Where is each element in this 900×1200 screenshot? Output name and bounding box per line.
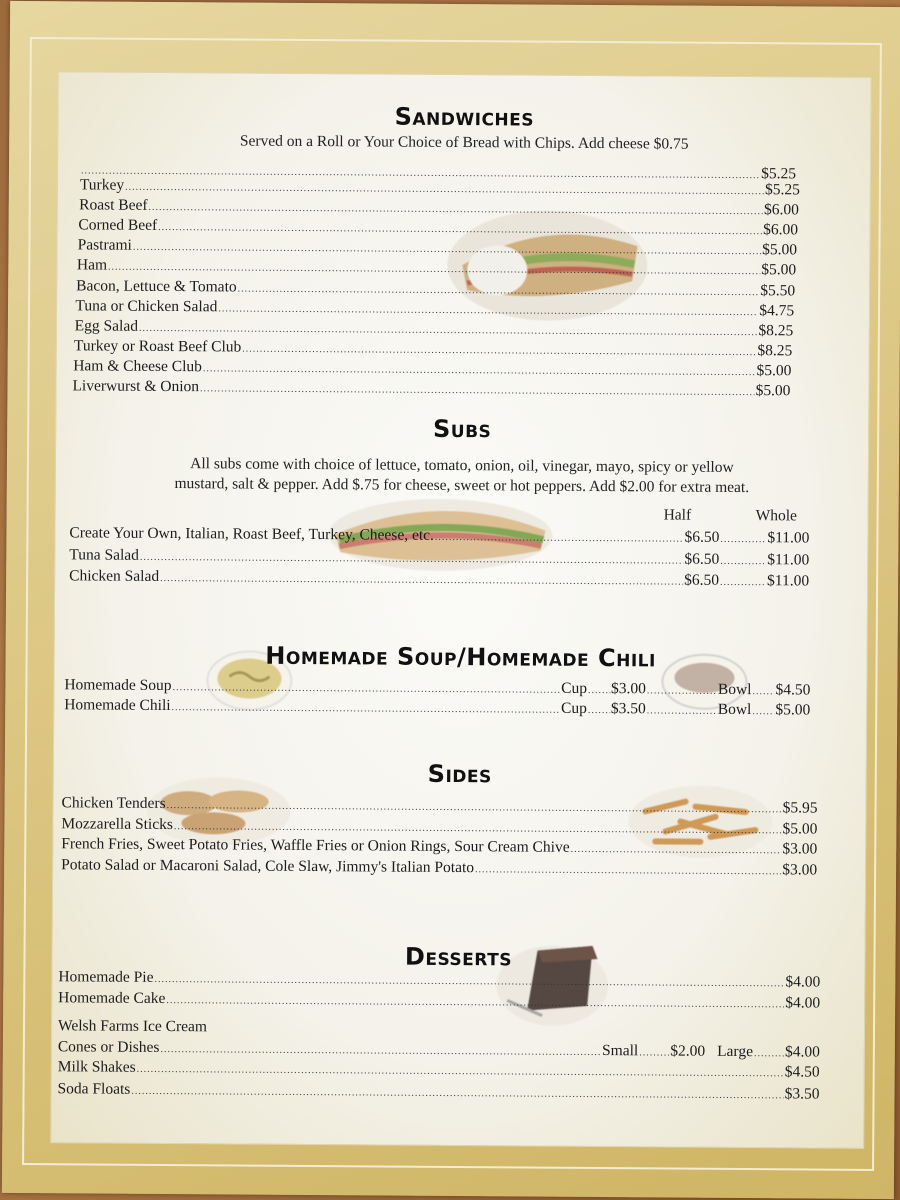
menu-sheet xyxy=(2,1,900,1199)
menu-item-name: Homemade Pie xyxy=(58,968,154,986)
leader-dots xyxy=(166,995,784,1010)
sandwiches-note: Served on a Roll or Your Choice of Bread with Chips. Add cheese $0.75 xyxy=(239,132,689,153)
menu-item-row xyxy=(64,696,810,719)
leader-dots xyxy=(149,202,764,217)
leader-dots xyxy=(125,182,764,197)
leader-dots xyxy=(139,322,757,337)
menu-item-name: Milk Shakes xyxy=(57,1058,136,1076)
leader-dots xyxy=(720,555,766,566)
menu-price: $3.50 xyxy=(784,1085,820,1103)
leader-dots xyxy=(158,222,762,237)
menu-item-row xyxy=(58,1058,820,1081)
menu-price: $5.50 xyxy=(760,281,796,299)
leader-dots xyxy=(203,363,756,378)
leader-dots xyxy=(167,800,782,815)
menu-item-row xyxy=(69,524,809,547)
whole-price: $11.00 xyxy=(767,529,810,547)
leader-dots xyxy=(108,262,760,278)
menu-panel xyxy=(50,71,871,1149)
menu-item-name: Create Your Own, Italian, Roast Beef, Turkey, Cheese, etc. xyxy=(69,524,434,544)
leader-dots xyxy=(173,682,561,696)
menu-item-row xyxy=(69,567,809,590)
menu-item-row xyxy=(58,1017,820,1040)
sandwiches-heading: Sandwiches xyxy=(394,102,535,132)
cup-label: Cup xyxy=(561,679,588,697)
half-price: $6.50 xyxy=(684,571,720,589)
half-price: $6.50 xyxy=(684,550,720,568)
half-price: $6.50 xyxy=(684,528,720,546)
leader-dots xyxy=(154,974,784,989)
menu-item-name: Welsh Farms Ice Cream xyxy=(57,1017,208,1036)
leader-dots xyxy=(160,1044,601,1058)
leader-dots xyxy=(752,686,774,697)
menu-item-row xyxy=(69,546,809,569)
menu-item-name: French Fries, Sweet Potato Fries, Waffle Fries or Onion Rings, Sour Cream Chive xyxy=(61,835,570,856)
leader-dots xyxy=(172,702,561,716)
menu-item-row xyxy=(78,237,797,260)
menu-price: $5.00 xyxy=(762,241,798,259)
menu-price: $5.00 xyxy=(756,362,792,380)
large-label: Large xyxy=(717,1042,754,1061)
menu-item-row xyxy=(79,196,799,219)
leader-dots xyxy=(140,551,684,566)
menu-price: $5.00 xyxy=(761,261,797,279)
menu-item-row xyxy=(58,1080,820,1103)
menu-price: $6.00 xyxy=(763,221,799,239)
leader-dots xyxy=(647,685,717,696)
small-label: Small xyxy=(602,1042,639,1060)
subs-heading: Subs xyxy=(432,414,492,444)
menu-item-row xyxy=(76,277,795,300)
menu-price: $4.50 xyxy=(784,1063,820,1081)
menu-item-row xyxy=(61,856,817,879)
menu-item-row xyxy=(77,257,796,280)
menu-item-name: Ham xyxy=(76,256,108,274)
bowl-price: $5.00 xyxy=(775,701,811,719)
menu-price: $5.25 xyxy=(764,181,800,199)
whole-price: $11.00 xyxy=(767,550,810,568)
leader-dots xyxy=(639,1047,669,1058)
leader-dots xyxy=(242,343,756,358)
leader-dots xyxy=(137,1064,784,1080)
leader-dots xyxy=(435,532,684,545)
leader-dots xyxy=(720,534,766,545)
menu-item-name: Tuna or Chicken Salad xyxy=(75,296,218,315)
menu-item-name: Mozzarella Sticks xyxy=(61,814,173,833)
menu-item-name: Chicken Salad xyxy=(69,567,160,585)
menu-price: $6.00 xyxy=(763,201,799,219)
leader-dots xyxy=(571,844,782,856)
menu-item-row xyxy=(80,176,800,199)
leader-dots xyxy=(160,573,683,588)
menu-item-row xyxy=(78,217,798,240)
menu-price: $4.00 xyxy=(785,973,821,991)
menu-price: $5.95 xyxy=(782,799,818,817)
menu-item-row xyxy=(58,989,820,1012)
menu-item-name: Pastrami xyxy=(77,236,132,255)
menu-item-name: Homemade Chili xyxy=(64,696,171,715)
bowl-label: Bowl xyxy=(717,680,752,699)
desserts-heading: Desserts xyxy=(404,942,513,972)
bowl-price: $4.50 xyxy=(775,681,811,699)
menu-item-name: Corned Beef xyxy=(78,216,158,235)
menu-item-name: Ham & Cheese Club xyxy=(73,357,202,376)
menu-item-name: Tuna Salad xyxy=(69,545,139,564)
leader-dots xyxy=(218,303,758,318)
cup-label: Cup xyxy=(561,699,587,717)
menu-price: $8.25 xyxy=(757,341,793,360)
menu-item-name: Homemade Cake xyxy=(58,989,166,1008)
leader-dots xyxy=(131,1086,783,1102)
menu-price: $5.00 xyxy=(755,382,791,400)
menu-item-name: Bacon, Lettuce & Tomato xyxy=(76,276,237,295)
menu-price: $5.25 xyxy=(761,165,797,183)
menu-item-row xyxy=(72,377,790,400)
leader-dots xyxy=(588,705,610,716)
whole-price: $11.00 xyxy=(767,572,810,590)
menu-item-row xyxy=(64,676,810,699)
large-price: $4.00 xyxy=(784,1043,820,1061)
menu-price: $4.75 xyxy=(759,301,795,319)
leader-dots xyxy=(475,864,781,877)
menu-item-name: Liverwurst & Onion xyxy=(72,377,200,396)
leader-dots xyxy=(754,1048,784,1059)
menu-item-row xyxy=(73,357,791,380)
leader-dots xyxy=(174,821,782,836)
menu-item-row xyxy=(75,297,794,320)
cup-price: $3.50 xyxy=(610,700,646,718)
leader-dots xyxy=(588,685,610,696)
sides-heading: Sides xyxy=(427,759,492,789)
menu-item-name: Cones or Dishes xyxy=(57,1038,160,1056)
subs-note-line1: All subs come with choice of lettuce, tomato, onion, oil, vinegar, mayo, spicy or yellow xyxy=(190,455,734,476)
menu-item-name: Potato Salad or Macaroni Salad, Cole Slaw, Jimmy's Italian Potato xyxy=(61,855,475,876)
leader-dots xyxy=(133,242,761,257)
soup-heading: Homemade Soup/Homemade Chili xyxy=(265,641,656,673)
menu-item-name: Chicken Tenders xyxy=(61,794,166,813)
menu-price: $3.00 xyxy=(782,860,818,879)
leader-dots xyxy=(647,705,717,716)
menu-item-row xyxy=(74,337,792,360)
leader-dots xyxy=(752,706,774,717)
menu-item-row xyxy=(61,835,817,858)
menu-item-name: Egg Salad xyxy=(74,317,139,335)
menu-item-name: Soda Floats xyxy=(57,1080,131,1098)
menu-item-name: Homemade Soup xyxy=(64,676,172,695)
subs-half-header: Half xyxy=(663,506,692,524)
menu-price: $8.25 xyxy=(758,321,794,340)
leader-dots xyxy=(238,283,760,298)
menu-item-name: Turkey xyxy=(79,176,125,194)
menu-item-name: Turkey or Roast Beef Club xyxy=(73,337,242,356)
menu-item-name: Roast Beef xyxy=(79,196,148,214)
subs-note-line2: mustard, salt & pepper. Add $.75 for cheese, sweet or hot peppers. Add $2.00 for extra meat. xyxy=(174,475,750,497)
menu-price: $4.00 xyxy=(785,994,821,1012)
cup-price: $3.00 xyxy=(610,680,646,698)
subs-whole-header: Whole xyxy=(755,507,797,525)
leader-dots xyxy=(720,577,766,588)
small-price: $2.00 xyxy=(670,1042,706,1060)
leader-dots xyxy=(200,383,755,398)
menu-item-row xyxy=(75,317,794,340)
bowl-label: Bowl xyxy=(717,700,752,719)
menu-price: $3.00 xyxy=(782,840,818,858)
menu-price: $5.00 xyxy=(782,819,818,838)
